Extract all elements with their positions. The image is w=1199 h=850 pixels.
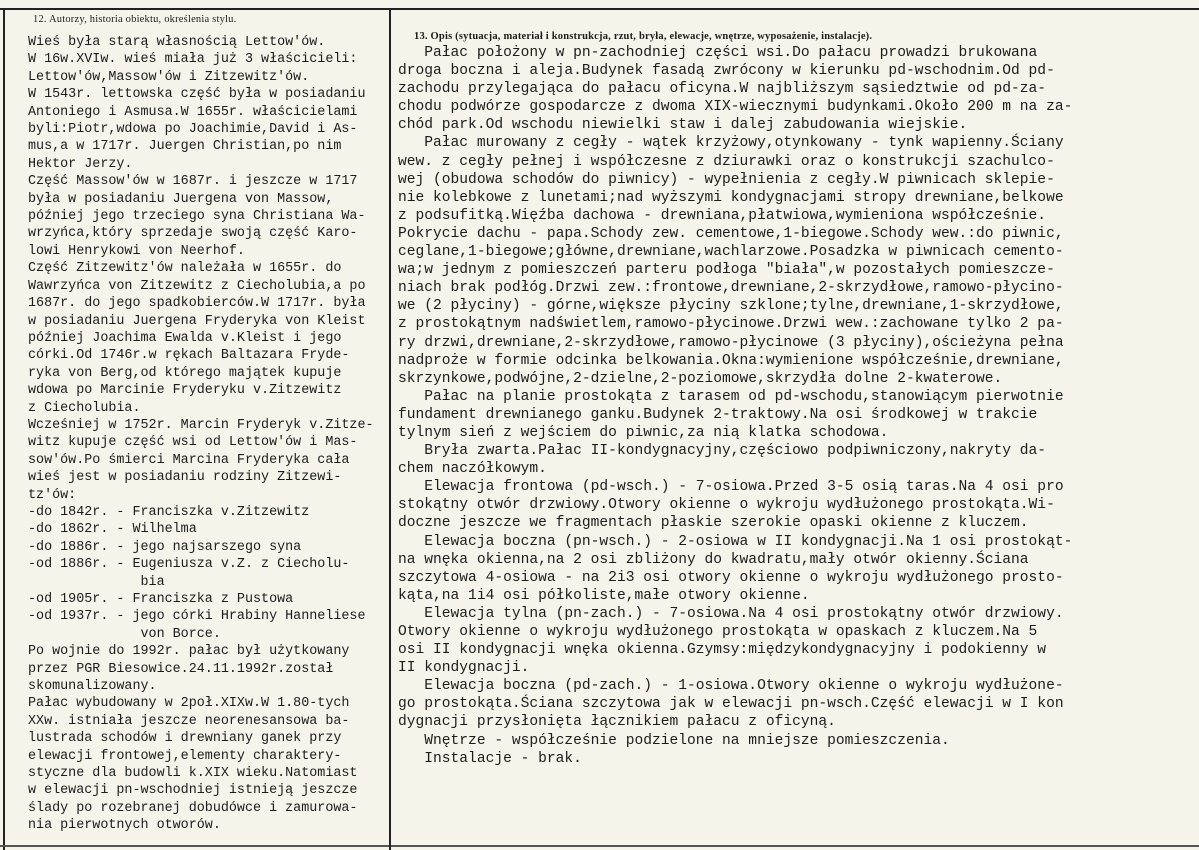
text-line: bia (28, 574, 165, 590)
text-line: -od 1937r. - jego córki Hrabiny Hanneliese (28, 609, 366, 625)
text-line: z Ciecholubia. (28, 400, 141, 416)
text-line: -do 1886r. - jego najsarszego syna (28, 539, 302, 555)
text-line: Elewacja boczna (pd-zach.) - 1-osiowa.Otwory okienne o wykroju wydłużone- (398, 678, 1064, 695)
section-12-heading: 12. Autorzy, historia obiektu, określenia stylu. (33, 14, 237, 25)
section-13-heading: 13. Opis (sytuacja, materiał i konstrukcja, rzut, bryła, elewacje, wnętrze, wyposażenie, instalacje). (414, 31, 873, 42)
text-line: Antoniego i Asmusa.W 1655r. właścicielami (28, 104, 358, 120)
text-line: -do 1862r. - Wilhelma (28, 522, 197, 538)
form-border-bottom (0, 845, 1199, 847)
text-line: Pałac murowany z cegły - wątek krzyżowy,otynkowany - tynk wapienny.Ściany (398, 135, 1064, 152)
text-line: droga boczna i aleja.Budynek fasadą zwrócony w kierunku pd-wschodnim.Od pd- (398, 63, 1055, 80)
text-line: byli:Piotr,wdowa po Joachimie,David i As- (28, 122, 358, 138)
text-line: z podsufitką.Więźba dachowa - drewniana,płatwiowa,wymieniona współcześnie. (398, 207, 1047, 224)
text-line: skrzynkowe,podwójne,2-dzielne,2-poziomowe,skrzydła dolne 2-kwaterowe. (398, 370, 1003, 387)
text-line: -od 1905r. - Franciszka z Pustowa (28, 592, 294, 607)
text-line: tz'ów: (28, 487, 77, 503)
text-line: Otwory okienne o wykroju wydłużonego prostokąta w opaskach z kluczem.Na 5 (398, 624, 1038, 640)
text-line: nia pierwotnych otworów. (28, 818, 221, 834)
text-line: na wnęka okienna,na 2 osi zbliżony do kwadratu,mały otwór okienny.Ściana (398, 551, 1029, 568)
text-line: wew. z cegły pełnej i współczesne z dziurawki oraz o konstrukcji szachulco- (398, 153, 1055, 170)
text-line: skomunalizowany. (28, 679, 157, 695)
text-line: fundament drewnianego ganku.Budynek 2-traktowy.Na osi środkowej w trakcie (398, 406, 1038, 423)
text-line: von Borce. (28, 626, 221, 642)
text-line: II kondygnacji. (398, 660, 530, 677)
text-line: niach brak podłóg.Drzwi zew.:frontowe,drewniane,2-skrzydłowe,ramowo-płycino- (398, 280, 1064, 297)
text-line: osi II kondygnacji wnęka okienna.Gzymsy:międzykondygnacyjny i podokienny w (398, 642, 1047, 659)
text-line: była w posiadaniu Juergena von Massow, (28, 191, 334, 207)
text-line: Wnętrze - współcześnie podzielone na mniejsze pomieszczenia. (398, 732, 950, 749)
form-border-top (0, 8, 1199, 10)
text-line: z prostokątnym nadświetlem,ramowo-płycinowe.Drzwi wew.:zachowane tylko 2 pa- (398, 316, 1064, 333)
text-line: styczne dla budowli k.XIX wieku.Natomiast (28, 766, 358, 782)
text-line: później jego trzeciego syna Christiana Wa- (28, 209, 366, 225)
text-line: w elewacji pn-wschodniej istnieją jeszcze (28, 783, 358, 799)
text-line: Część Zitzewitz'ów należała w 1655r. do (28, 261, 342, 277)
text-line: Pałac położony w pn-zachodniej części wsi.Do pałacu prowadzi brukowana (398, 45, 1038, 61)
text-line: później Joachima Ewalda v.Kleist i jego (28, 330, 342, 346)
text-line: Wcześniej w 1752r. Marcin Fryderyk v.Zitze- (28, 417, 374, 433)
text-line: przez PGR Biesowice.24.11.1992r.został (28, 661, 334, 677)
text-line: w posiadaniu Juergena Fryderyka von Kleist (28, 313, 366, 329)
text-line: sow'ów.Po śmierci Marcina Fryderyka cała (28, 452, 350, 468)
text-line: Wawrzyńca von Zitzewitz z Ciecholubia,a po (28, 278, 366, 294)
text-line: tylnym sień z wejściem do piwnic,za nią klatka schodowa. (398, 424, 889, 441)
text-line: dygnacji przysłonięta łącznikiem pałacu z oficyną. (398, 714, 836, 731)
text-line: Bryła zwarta.Pałac II-kondygnacyjny,częściowo podpiwniczony,nakryty da- (398, 443, 1047, 460)
text-line: lustrada schodów i drewniany ganek przy (28, 731, 342, 747)
text-line: Część Massow'ów w 1687r. i jeszcze w 1717 (28, 174, 358, 190)
text-line: ryka von Berg,od którego majątek kupuje (28, 365, 342, 381)
text-line: lowi Henrykowi von Neerhof. (28, 243, 245, 259)
text-line: Lettow'ów,Massow'ów i Zitzewitz'ów. (28, 69, 310, 85)
text-line: -od 1886r. - Eugeniusza v.Z. z Ciecholu- (28, 557, 350, 573)
text-line: -do 1842r. - Franciszka v.Zitzewitz (28, 504, 310, 520)
section-12-text (28, 34, 388, 835)
text-line: chem naczółkowym. (398, 461, 547, 478)
text-line: witz kupuje część wsi od Lettow'ów i Mas- (28, 435, 358, 451)
text-line: ceglane,1-biegowe;główne,drewniane,wachlarzowe.Posadzka w piwnicach cemento- (398, 244, 1064, 261)
text-line: Elewacja tylna (pn-zach.) - 7-osiowa.Na 4 osi prostokątny otwór drzwiowy. (398, 605, 1064, 622)
text-line: ry drzwi,drewniane,2-skrzydłowe,ramowo-płycinowe (3 płyciny),ościeżyna pełna (398, 334, 1064, 351)
text-line: wieś jest w posiadaniu rodziny Zitzewi- (28, 470, 342, 486)
text-line: chód park.Od wschodu niewielki staw i dalej zabudowania wiejskie. (398, 117, 968, 134)
text-line: szczytowa 4-osiowa - na 2i3 osi otwory okienne o wykroju wydłużonego prosto- (398, 569, 1064, 586)
text-line: nadproże w formie odcinka belkowania.Okna:wymienione współcześnie,drewniane, (398, 352, 1064, 369)
text-line: wdowa po Marcinie Fryderyku v.Zitzewitz (28, 383, 342, 399)
text-line: mus,a w 1717r. Juergen Christian,po nim (28, 139, 342, 155)
text-line: doczne jeszcze we fragmentach płaskie szerokie opaski okienne z kluczem. (398, 515, 1029, 532)
text-line: Pałac na planie prostokąta z tarasem od pd-wschodu,stanowiącym pierwotnie (398, 388, 1064, 405)
text-line: kąta,na 1i4 osi półkoliste,małe otwory okienne. (398, 587, 810, 604)
text-line: wa;w jednym z pomieszczeń parteru podłoga "biała",w pozostałych pomieszcze- (398, 262, 1055, 279)
text-line: Instalacje - brak. (398, 750, 582, 767)
text-line: W 16w.XVIw. wieś miała już 3 właścicieli: (28, 52, 358, 68)
text-line: ślady po rozebranej dobudówce i zamurowa- (28, 800, 358, 816)
text-line: wej (obudowa schodów do piwnicy) - wypełnienia z cegły.W piwnicach sklepie- (398, 171, 1055, 188)
column-divider (389, 8, 391, 850)
text-line: W 1543r. lettowska część była w posiadaniu (28, 87, 366, 103)
text-line: we (2 płyciny) - górne,większe płyciny szklone;tylne,drewniane,1-skrzydłowe, (398, 298, 1064, 315)
text-line: XXw. istniała jeszcze neorenesansowa ba- (28, 713, 350, 729)
text-line: Elewacja boczna (pn-wsch.) - 2-osiowa w II kondygnacji.Na 1 osi prostokąt- (398, 533, 1073, 550)
section-13-text (398, 44, 1198, 768)
text-line: Elewacja frontowa (pd-wsch.) - 7-osiowa.Przed 3-5 osią taras.Na 4 osi pro (398, 479, 1064, 496)
text-line: zachodu przylegająca do pałacu oficyna.W najbliższym sąsiedztwie od pd-za- (398, 81, 1047, 98)
text-line: chodu podwórze gospodarcze z dwoma XIX-wiecznymi budynkami.Około 200 m na za- (398, 99, 1073, 116)
text-line: elewacji frontowej,elementy charaktery- (28, 748, 342, 764)
text-line: 1687r. do jego spadkobierców.W 1717r. była (28, 296, 366, 312)
text-line: stokątny otwór drzwiowy.Otwory okienne o wykroju wydłużonego prostokąta.Wi- (398, 497, 1055, 514)
text-line: Pokrycie dachu - papa.Schody zew. cementowe,1-biegowe.Schody wew.:do piwnic, (398, 225, 1064, 242)
text-line: nie kolebkowe z lunetami;nad wyższymi kondygnacjami stropy drewniane,belkowe (398, 189, 1064, 206)
text-line: Po wojnie do 1992r. pałac był użytkowany (28, 644, 350, 660)
text-line: go prostokąta.Ściana szczytowa jak w elewacji pn-wsch.Część elewacji w I kon (398, 696, 1064, 713)
text-line: wrzyńca,który sprzedaje swoją część Karo- (28, 226, 358, 242)
text-line: córki.Od 1746r.w rękach Baltazara Fryde- (28, 348, 350, 364)
form-border-left (3, 8, 5, 850)
text-line: Pałac wybudowany w 2poł.XIXw.W 1.80-tych (28, 696, 350, 712)
text-line: Wieś była starą własnością Lettow'ów. (28, 35, 326, 50)
text-line: Hektor Jerzy. (28, 156, 133, 172)
